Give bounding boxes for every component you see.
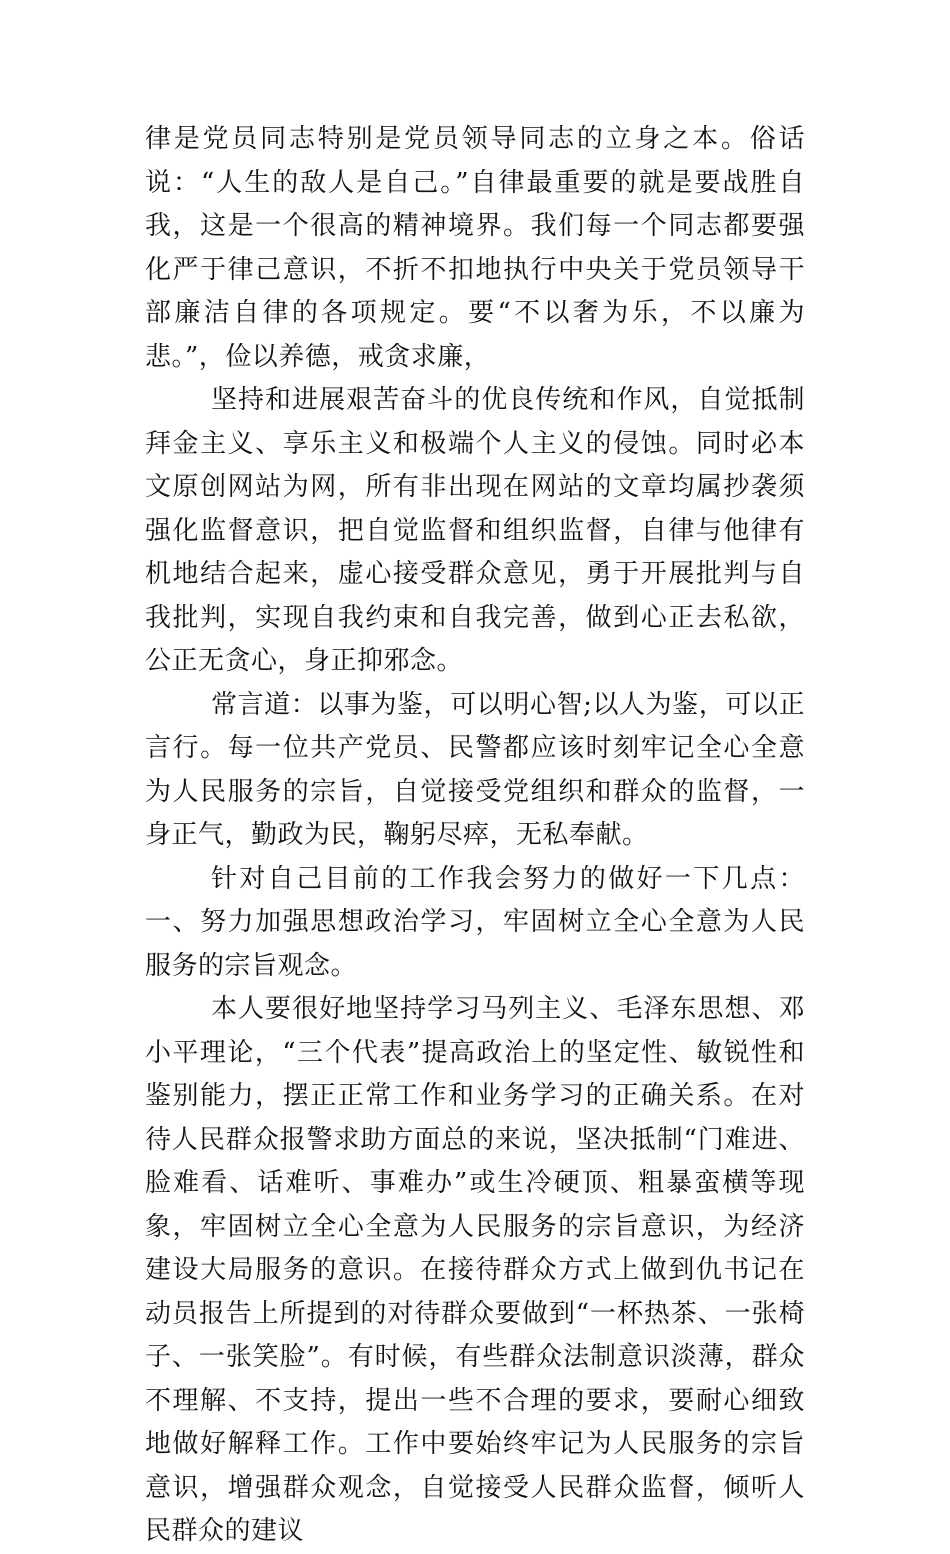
document-body xyxy=(145,118,805,1554)
paragraph-4: 针对自己目前的工作我会努力的做好一下几点：一、努力加强思想政治学习，牢固树立全心全意为人民服务的宗旨观念。 xyxy=(145,863,805,981)
paragraph-2: 坚持和进展艰苦奋斗的优良传统和作风，自觉抵制拜金主义、享乐主义和极端个人主义的侵蚀。同时必本文原创网站为网，所有非出现在网站的文章均属抄袭须强化监督意识，把自觉监督和组织监督，自律与他律有机地结合起来，虚心接受群众意见，勇于开展批判与自我批判，实现自我约束和自我完善，做到心正去私欲，公正无贪心，身正抑邪念。 xyxy=(145,385,805,676)
paragraph-3: 常言道：以事为鉴，可以明心智;以人为鉴，可以正言行。每一位共产党员、民警都应该时刻牢记全心全意为人民服务的宗旨，自觉接受党组织和群众的监督，一身正气，勤政为民，鞠躬尽瘁，无私奉献。 xyxy=(145,689,805,850)
paragraph-5: 本人要很好地坚持学习马列主义、毛泽东思想、邓小平理论，“三个代表”提高政治上的坚定性、敏锐性和鉴别能力，摆正正常工作和业务学习的正确关系。在对待人民群众报警求助方面总的来说，坚决抵制“门难进、脸难看、话难听、事难办”或生冷硬顶、粗暴蛮横等现象，牢固树立全心全意为人民服务的宗旨意识，为经济建设大局服务的意识。在接待群众方式上做到仇书记在动员报告上所提到的对待群众要做到“一杯热茶、一张椅子、一张笑脸”。有时候，有些群众法制意识淡薄，群众不理解、不支持，提出一些不合理的要求，要耐心细致地做好解释工作。工作中要始终牢记为人民服务的宗旨意识，增强群众观念，自觉接受人民群众监督，倾听人民群众的建议 xyxy=(145,994,805,1546)
paragraph-1: 律是党员同志特别是党员领导同志的立身之本。俗话说：“人生的敌人是自己。”自律最重要的就是要战胜自我，这是一个很高的精神境界。我们每一个同志都要强化严于律己意识，不折不扣地执行中央关于党员领导干部廉洁自律的各项规定。要“不以奢为乐，不以廉为悲。”，俭以养德，戒贪求廉， xyxy=(145,124,805,372)
